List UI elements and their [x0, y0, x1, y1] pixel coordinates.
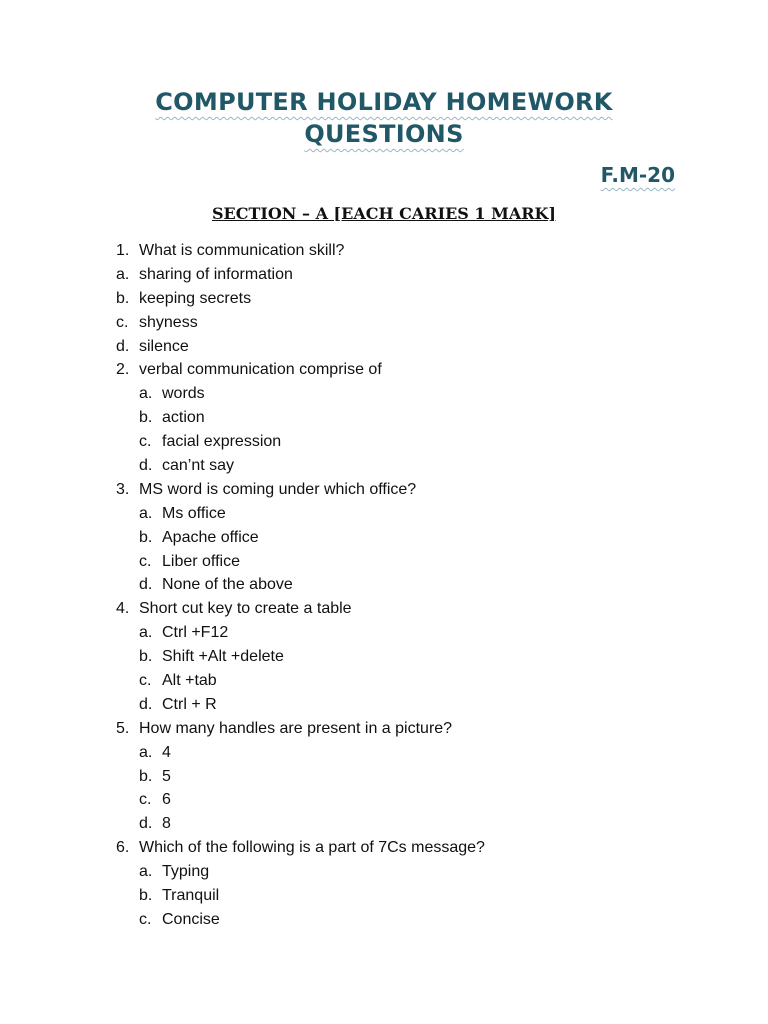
list-marker: b. [116, 289, 130, 307]
list-text: shyness [139, 313, 198, 331]
list-text: How many handles are present in a picture? [139, 719, 453, 737]
option-item [116, 550, 485, 574]
list-text: Short cut key to create a table [139, 600, 352, 618]
question-item [116, 358, 485, 382]
list-marker: a. [139, 624, 153, 642]
list-text: 8 [162, 815, 171, 833]
list-marker: b. [139, 767, 153, 785]
list-text: Tranquil [162, 887, 220, 905]
list-marker: 2. [116, 361, 130, 379]
question-item [116, 836, 485, 860]
option-item [116, 454, 485, 478]
list-marker: 5. [116, 719, 130, 737]
list-text: 6 [162, 791, 171, 809]
list-marker: a. [139, 385, 153, 403]
option-item [116, 406, 485, 430]
list-text: silence [139, 337, 189, 355]
question-item [116, 239, 485, 263]
option-item [116, 860, 485, 884]
list-text: Shift +Alt +delete [162, 648, 284, 666]
list-text: Apache office [162, 528, 259, 546]
list-text: facial expression [162, 433, 282, 451]
title-line-1: COMPUTER HOLIDAY HOMEWORK [155, 88, 613, 116]
list-marker: d. [139, 695, 153, 713]
list-marker: d. [139, 457, 153, 475]
option-item [116, 645, 485, 669]
title-line-2: QUESTIONS [304, 120, 464, 148]
list-text: Liber office [162, 552, 240, 570]
list-text: 5 [162, 767, 171, 785]
list-marker: 6. [116, 839, 130, 857]
list-marker: c. [139, 672, 152, 690]
list-text: Ctrl + R [162, 695, 217, 713]
option-item [116, 311, 485, 335]
list-text: Alt +tab [162, 672, 217, 690]
option-item [116, 693, 485, 717]
option-item [116, 669, 485, 693]
list-text: Typing [162, 863, 210, 881]
full-marks: F.M-20 [600, 163, 675, 187]
list-marker: a. [116, 265, 130, 283]
list-marker: c. [139, 433, 152, 451]
list-marker: 3. [116, 480, 130, 498]
list-marker: a. [139, 863, 153, 881]
list-marker: c. [139, 791, 152, 809]
document-title [0, 86, 768, 150]
list-marker: a. [139, 743, 153, 761]
list-text: sharing of information [139, 265, 293, 283]
list-text: Ms office [162, 504, 226, 522]
list-marker: b. [139, 648, 153, 666]
option-item [116, 765, 485, 789]
list-marker: b. [139, 887, 153, 905]
list-marker: b. [139, 409, 153, 427]
option-item [116, 884, 485, 908]
list-text: What is communication skill? [139, 242, 345, 259]
list-text: 4 [162, 743, 171, 761]
list-marker: c. [139, 910, 152, 928]
list-text: action [162, 409, 205, 427]
option-item [116, 812, 485, 836]
list-text: can’nt say [162, 457, 235, 475]
option-item [116, 526, 485, 550]
option-item [116, 382, 485, 406]
list-text: Concise [162, 910, 220, 928]
list-marker: b. [139, 528, 153, 546]
option-item [116, 287, 485, 311]
list-marker: 4. [116, 600, 130, 618]
question-list [116, 239, 485, 932]
section-heading: SECTION – A [EACH CARIES 1 MARK] [211, 204, 556, 223]
list-marker: d. [116, 337, 130, 355]
question-item [116, 597, 485, 621]
list-marker: 1. [116, 242, 130, 259]
option-item [116, 335, 485, 359]
question-item [116, 717, 485, 741]
option-item [116, 908, 485, 932]
option-item [116, 573, 485, 597]
list-marker: c. [116, 313, 129, 331]
list-text: None of the above [162, 576, 293, 594]
option-item [116, 502, 485, 526]
option-item [116, 263, 485, 287]
list-text: keeping secrets [139, 289, 252, 307]
list-text: Ctrl +F12 [162, 624, 229, 642]
list-marker: d. [139, 576, 153, 594]
list-text: Which of the following is a part of 7Cs message? [139, 839, 485, 857]
option-item [116, 621, 485, 645]
option-item [116, 430, 485, 454]
list-marker: a. [139, 504, 153, 522]
list-text: words [162, 385, 205, 403]
option-item [116, 741, 485, 765]
list-text: verbal communication comprise of [139, 361, 382, 379]
list-text: MS word is coming under which office? [139, 480, 417, 498]
question-item [116, 478, 485, 502]
list-marker: d. [139, 815, 153, 833]
list-marker: c. [139, 552, 152, 570]
option-item [116, 788, 485, 812]
